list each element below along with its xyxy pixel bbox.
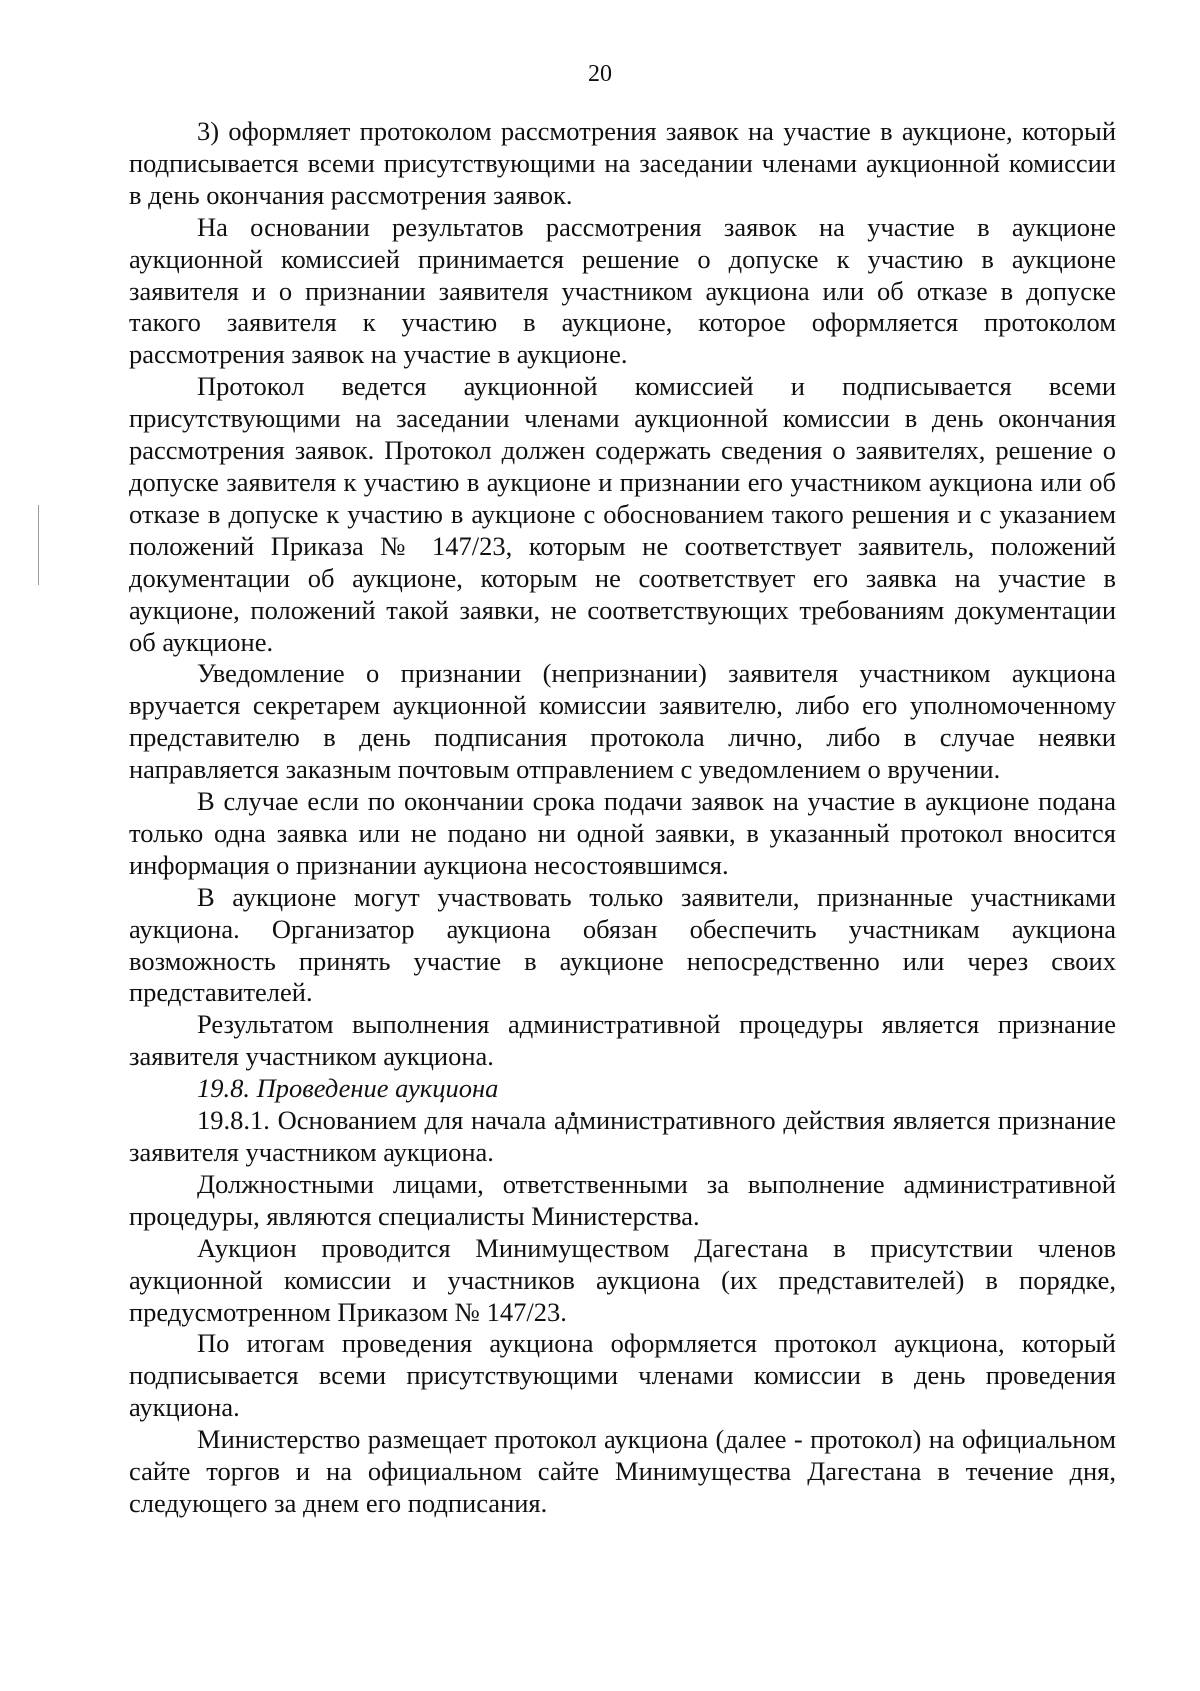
paragraph-6: В аукционе могут участвовать только заявители, признанные участниками аукциона. Организатор аукциона обязан обеспечить участникам аукциона возможность принять участие в аукционе непосредственно или через своих представителей. [129,881,1116,1008]
paragraph-5: В случае если по окончании срока подачи заявок на участие в аукционе подана только одна заявка или не подано ни одной заявки, в указанный протокол вносится информация о признании аукциона несостоявшимся. [129,786,1116,880]
section-paragraph-1: 19.8.1. Основанием для начала административного действия является признание заявителя участником аукциона. [129,1105,1116,1167]
section-paragraph-4: По итогам проведения аукциона оформляется протокол аукциона, который подписывается всеми присутствующими членами комиссии в день проведения аукциона. [129,1328,1116,1423]
section-paragraph-2: Должностными лицами, ответственными за выполнение административной процедуры, являются специалисты Министерства. [129,1168,1116,1231]
section-paragraph-5: Министерство размещает протокол аукциона (далее - протокол) на официальном сайте торгов и на официальном сайте Минимущества Дагестана в течение дня, следующего за днем его подписания. [129,1424,1116,1518]
paragraph-7: Результатом выполнения административной процедуры является признание заявителя участником аукциона. [129,1009,1116,1072]
paragraph-4: Уведомление о признании (непризнании) заявителя участником аукциона вручается секретарем аукционной комиссии заявителю, либо его уполномоченному представителю в день подписания протокола лично, либо в случае неявки направляется заказным почтовым отправлением с уведомлением о вручении. [129,658,1116,785]
paragraph-2: На основании результатов рассмотрения заявок на участие в аукционе аукционной комиссией принимается решение о допуске к участию в аукционе заявителя и о признании заявителя участником аукциона или об отказе в допуске такого заявителя к участию в аукционе, которое оформляется протоколом рассмотрения заявок на участие в аукционе. [129,211,1116,370]
paragraph-1: 3) оформляет протоколом рассмотрения заявок на участие в аукционе, который подписывается всеми присутствующими на заседании членами аукционной комиссии в день окончания рассмотрения заявок. [129,116,1116,210]
paragraph-3: Протокол ведется аукционной комиссией и подписывается всеми присутствующими на заседании членами аукционной комиссии в день окончания рассмотрения заявок. Протокол должен содержать сведения о заявителях, решение о допуске заявителя к участию в аукционе и признании его участником аукциона или об отказе в допуске к участию в аукционе с обоснованием такого решения и с указанием положений Приказа № 147/23, которым не соответствует заявитель, положений документации об аукционе, которым не соответствует его заявка на участие в аукционе, положений такой заявки, не соответствующих требованиям документации об аукционе. [129,371,1116,657]
page-number: 20 [588,61,612,87]
scan-artifact-left [38,505,39,585]
section-heading: 19.8. Проведение аукциона [197,1073,499,1104]
section-paragraph-3: Аукцион проводится Минимуществом Дагестана в присутствии членов аукционной комиссии и участников аукциона (их представителей) в порядке, предусмотренном Приказом № 147/23. [129,1232,1116,1327]
document-body [129,116,1116,1520]
